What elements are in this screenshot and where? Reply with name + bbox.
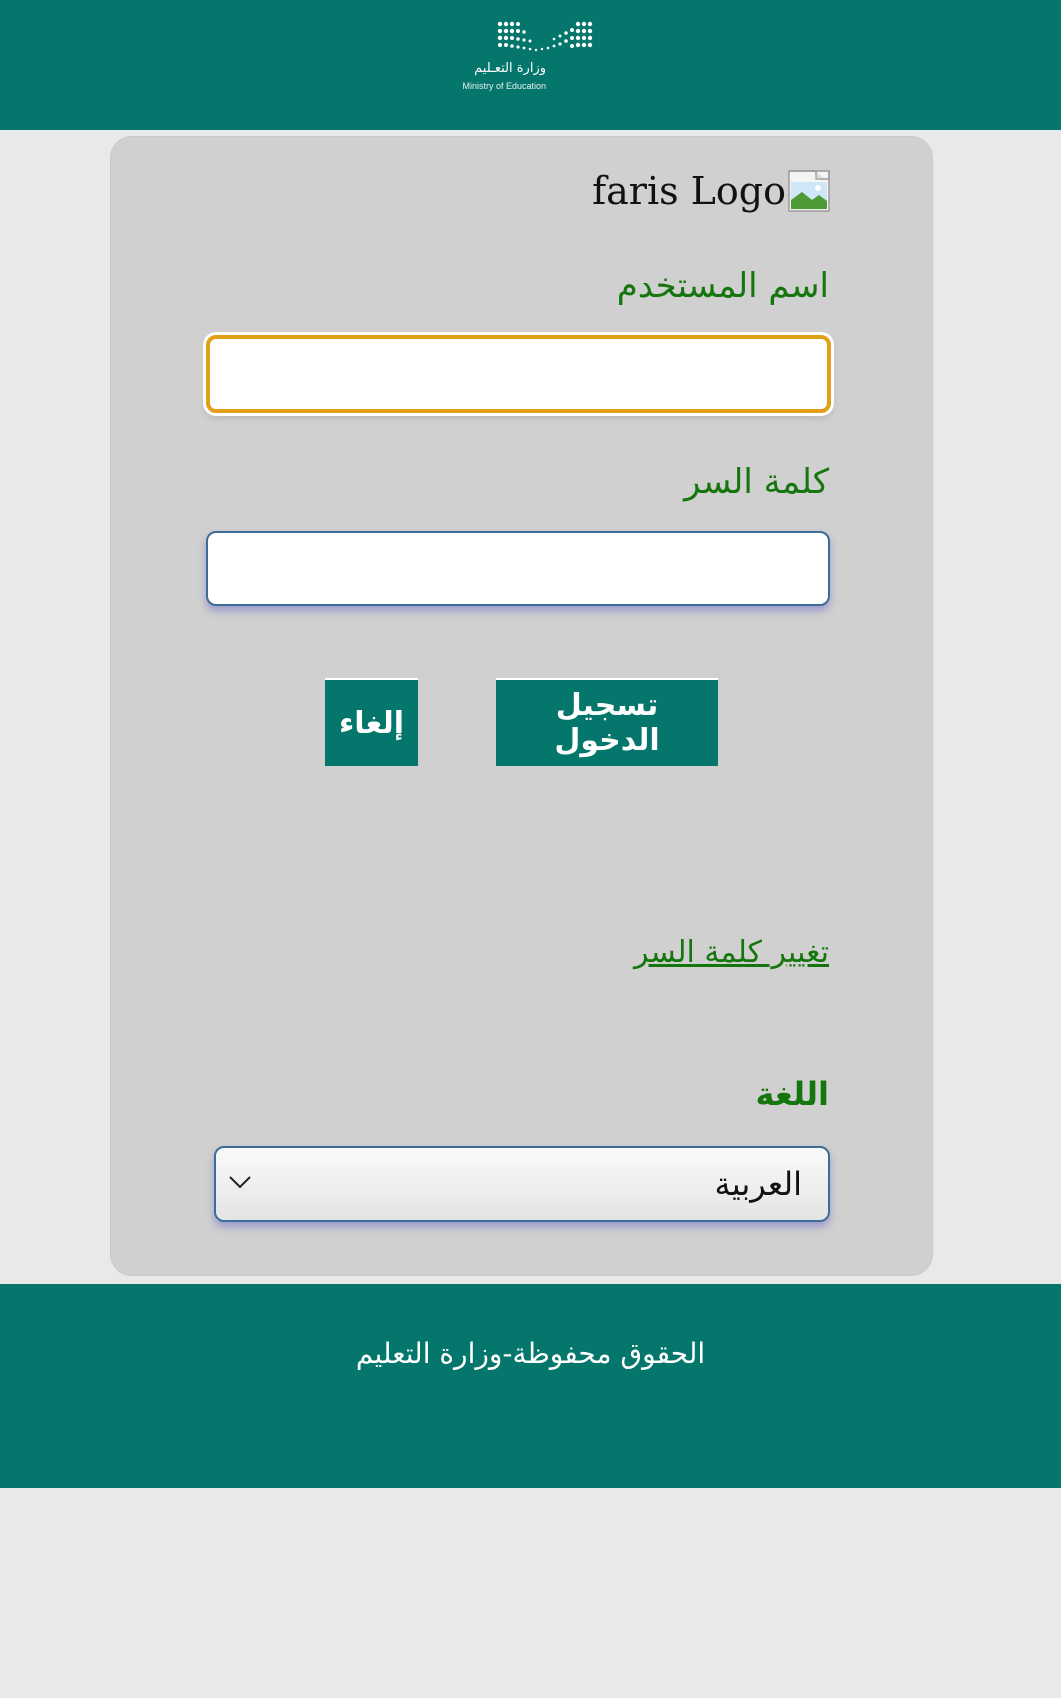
faris-logo-alt-text: faris Logo <box>592 169 786 213</box>
ministry-name-arabic: وزارة التعـليم <box>474 61 546 76</box>
broken-image-icon <box>788 170 830 212</box>
header-bar <box>0 0 1061 130</box>
language-selected-value: العربية <box>714 1165 802 1203</box>
password-label: كلمة السر <box>683 462 829 502</box>
faris-logo <box>560 166 830 216</box>
footer-bar <box>0 1284 1061 1488</box>
username-label: اسم المستخدم <box>616 266 829 306</box>
ministry-name-english: Ministry of Education <box>462 81 546 91</box>
ministry-logo-icon <box>496 20 594 54</box>
ministry-logo <box>450 20 594 100</box>
cancel-button[interactable]: إلغاء <box>325 678 418 766</box>
change-password-link[interactable]: تغيير كلمة السر <box>634 935 829 970</box>
footer-copyright: الحقوق محفوظة-وزارة التعليم <box>355 1337 706 1370</box>
password-input[interactable] <box>206 531 830 606</box>
chevron-down-icon <box>228 1174 252 1190</box>
language-label: اللغة <box>755 1075 829 1113</box>
language-select[interactable] <box>214 1146 830 1222</box>
username-input[interactable] <box>206 335 831 413</box>
login-button[interactable]: تسجيل الدخول <box>496 678 718 766</box>
